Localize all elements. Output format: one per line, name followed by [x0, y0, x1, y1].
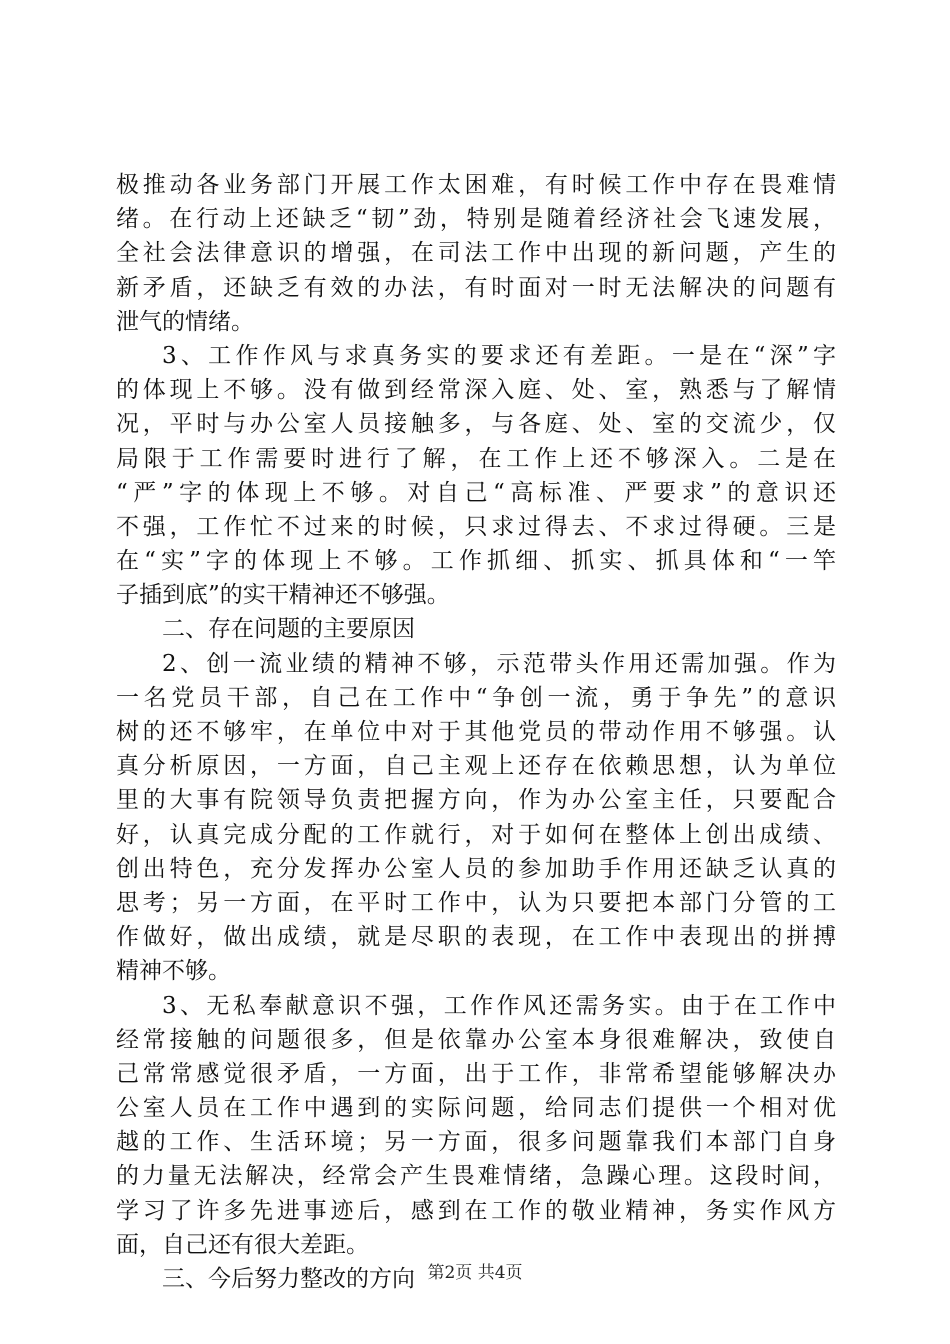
text-line: 精神不够。	[116, 958, 231, 985]
text-line: 真分析原因，一方面，自己主观上还存在依赖思想，认为单位	[116, 753, 836, 780]
text-line: 二、存在问题的主要原因	[162, 616, 415, 643]
text-line: 树的还不够牢，在单位中对于其他党员的带动作用不够强。认	[116, 719, 836, 745]
text-line: 好，认真完成分配的工作就行，对于如何在整体上创出成绩、	[116, 821, 836, 848]
text-line: 经常接触的问题很多，但是依靠办公室本身很难解决，致使自	[116, 1026, 836, 1053]
text-line: 况，平时与办公室人员接触多，与各庭、处、室的交流少，仅	[116, 411, 836, 438]
text-line: 的体现上不够。没有做到经常深入庭、处、室，熟悉与了解情	[116, 377, 836, 404]
text-line: “严”字的体现上不够。对自己“高标准、严要求”的意识还	[116, 479, 836, 506]
text-line: 极推动各业务部门开展工作太困难，有时候工作中存在畏难情	[116, 172, 836, 198]
text-line: 3、工作作风与求真务实的要求还有差距。一是在“深”字	[162, 342, 836, 369]
text-line: 己常常感觉很矛盾，一方面，出于工作，非常希望能够解决办	[116, 1060, 836, 1087]
text-line: 面，自己还有很大差距。	[116, 1231, 369, 1258]
text-line: 3、无私奉献意识不强，工作作风还需务实。由于在工作中	[162, 992, 836, 1019]
document-body	[116, 168, 836, 1296]
text-line: 越的工作、生活环境；另一方面，很多问题靠我们本部门自身	[116, 1129, 836, 1156]
text-line: 新矛盾，还缺乏有效的办法，有时面对一时无法解决的问题有	[116, 274, 836, 301]
text-line: 思考；另一方面，在平时工作中，认为只要把本部门分管的工	[116, 889, 836, 916]
text-line: 里的大事有院领导负责把握方向，作为办公室主任，只要配合	[116, 787, 836, 814]
text-line: 作做好，做出成绩，就是尽职的表现，在工作中表现出的拼搏	[116, 924, 836, 951]
text-line: 子插到底”的实干精神还不够强。	[116, 582, 450, 609]
text-line: 三、今后努力整改的方向	[162, 1266, 415, 1292]
text-line: 2、创一流业绩的精神不够，示范带头作用还需加强。作为	[162, 650, 836, 677]
text-line: 局限于工作需要时进行了解，在工作上还不够深入。二是在	[116, 445, 836, 472]
text-line: 一名党员干部，自己在工作中“争创一流，勇于争先”的意识	[116, 684, 836, 711]
text-line: 不强，工作忙不过来的时候，只求过得去、不求过得硬。三是	[116, 513, 836, 540]
text-line: 的力量无法解决，经常会产生畏难情绪，急躁心理。这段时间，	[116, 1163, 836, 1190]
text-line: 在“实”字的体现上不够。工作抓细、抓实、抓具体和“一竿	[116, 548, 836, 575]
page-footer: 第2页 共4页	[427, 1263, 523, 1283]
text-line: 创出特色，充分发挥办公室人员的参加助手作用还缺乏认真的	[116, 855, 836, 882]
text-line: 学习了许多先进事迹后，感到在工作的敬业精神，务实作风方	[116, 1197, 836, 1224]
text-line: 全社会法律意识的增强，在司法工作中出现的新问题，产生的	[116, 240, 836, 267]
text-line: 泄气的情绪。	[116, 308, 254, 335]
text-line: 公室人员在工作中遇到的实际问题，给同志们提供一个相对优	[116, 1095, 836, 1122]
text-line: 绪。在行动上还缺乏“韧”劲，特别是随着经济社会飞速发展，	[116, 206, 836, 233]
